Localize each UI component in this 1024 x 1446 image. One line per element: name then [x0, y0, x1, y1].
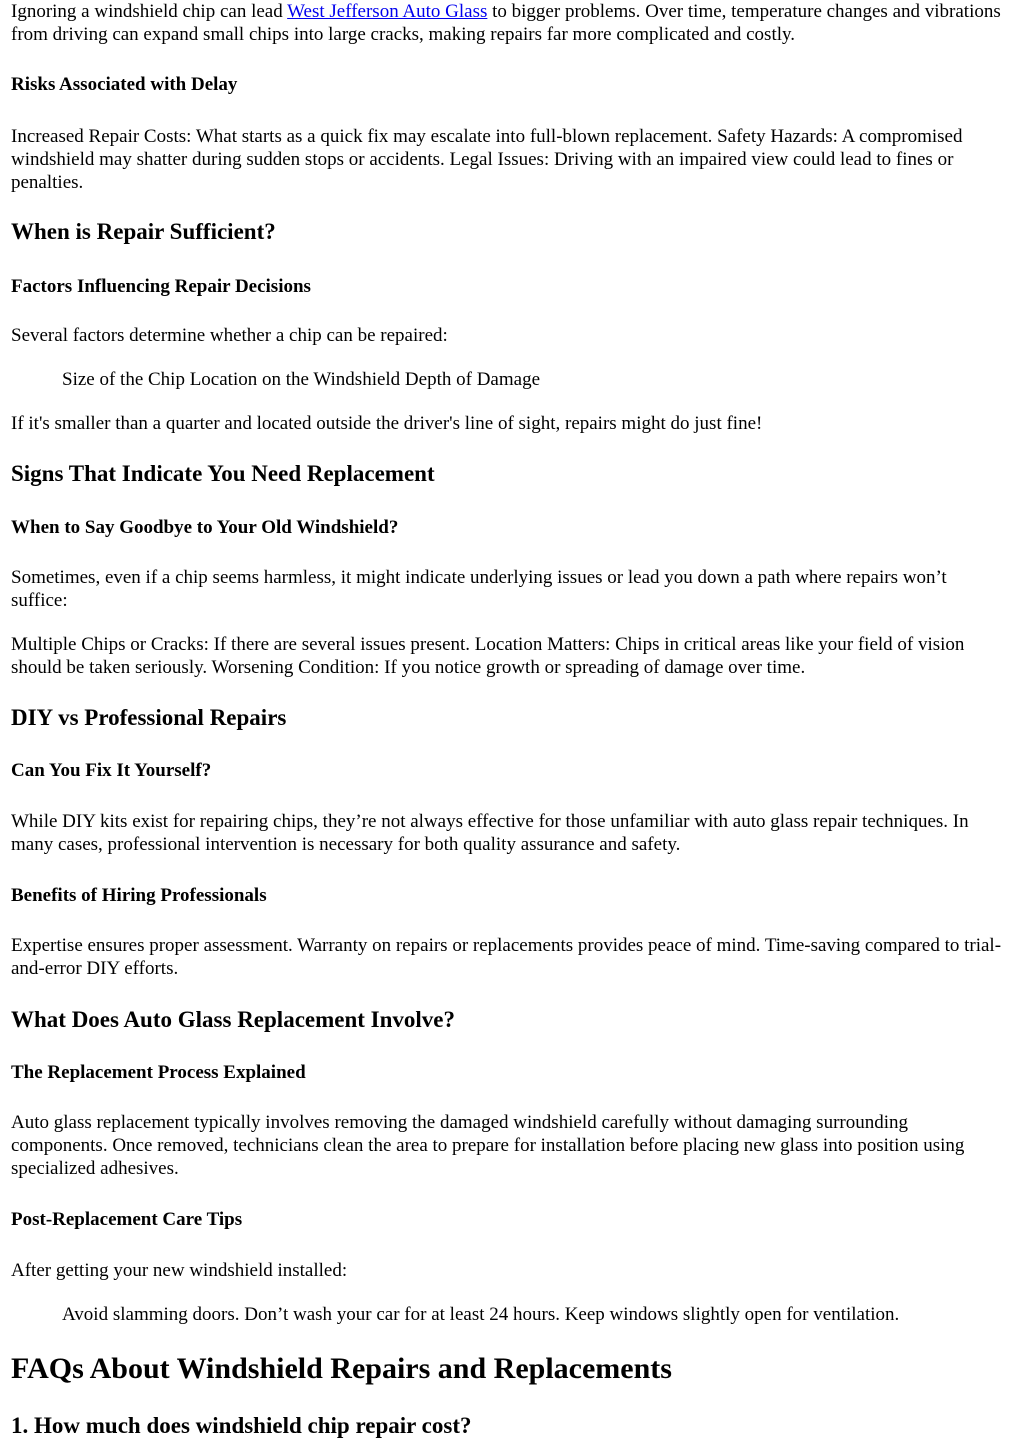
intro-text-before-link: Ignoring a windshield chip can lead — [11, 1, 288, 22]
benefits-heading: Benefits of Hiring Professionals — [11, 885, 267, 906]
factors-note-paragraph: If it's smaller than a quarter and located outside the driver's line of sight, repairs might do just fine! — [11, 413, 763, 434]
care-tips-list: Avoid slamming doors. Don’t wash your car for at least 24 hours. Keep windows slightly open for ventilation. — [62, 1304, 900, 1325]
replacement-involve-heading: What Does Auto Glass Replacement Involve? — [11, 1007, 456, 1032]
west-jefferson-auto-glass-link[interactable]: West Jefferson Auto Glass — [287, 1, 488, 22]
factors-heading: Factors Influencing Repair Decisions — [11, 276, 311, 297]
risks-heading: Risks Associated with Delay — [11, 74, 238, 95]
repair-sufficient-heading: When is Repair Sufficient? — [11, 219, 276, 244]
diy-vs-professional-heading: DIY vs Professional Repairs — [11, 705, 287, 730]
factors-list: Size of the Chip Location on the Windshield Depth of Damage — [62, 369, 540, 390]
replacement-process-paragraph: Auto glass replacement typically involves removing the damaged windshield carefully without damaging surrounding components. Once removed, technicians clean the area to prepare for installation before placing new glass into position using specialized adhesives. — [11, 1112, 965, 1179]
care-tips-heading: Post-Replacement Care Tips — [11, 1209, 243, 1230]
benefits-paragraph: Expertise ensures proper assessment. Warranty on repairs or replacements provides peace of mind. Time-saving compared to trial-and-error DIY efforts. — [11, 935, 1002, 979]
faq-question-1: 1. How much does windshield chip repair cost? — [11, 1413, 472, 1438]
fix-yourself-paragraph: While DIY kits exist for repairing chips, they’re not always effective for those unfamiliar with auto glass repair techniques. In many cases, professional intervention is necessary for both quality assurance and safety. — [11, 811, 969, 855]
intro-text-after-link: to bigger problems. Over time, temperature changes and vibrations from driving can expand small chips into large cracks, making repairs far more complicated and costly. — [11, 1, 1001, 45]
risks-paragraph: Increased Repair Costs: What starts as a quick fix may escalate into full-blown replacement. Safety Hazards: A compromised windshield may shatter during sudden stops or accidents. Legal Issues: Driving with an impaired view could lead to fines or penalties. — [11, 126, 963, 193]
replacement-signs-heading: Signs That Indicate You Need Replacement — [11, 461, 435, 486]
care-intro-paragraph: After getting your new windshield installed: — [11, 1260, 348, 1281]
fix-yourself-heading: Can You Fix It Yourself? — [11, 760, 212, 781]
factors-intro-paragraph: Several factors determine whether a chip can be repaired: — [11, 325, 448, 346]
intro-paragraph — [11, 0, 1006, 46]
goodbye-paragraph: Sometimes, even if a chip seems harmless, it might indicate underlying issues or lead you down a path where repairs won’t suffice: — [11, 567, 947, 611]
goodbye-heading: When to Say Goodbye to Your Old Windshield? — [11, 517, 399, 538]
signs-paragraph: Multiple Chips or Cracks: If there are several issues present. Location Matters: Chips in critical areas like your field of vision should be taken seriously. Worsening Condition: If you notice growth or spreading of damage over time. — [11, 634, 965, 678]
faq-heading: FAQs About Windshield Repairs and Replacements — [11, 1352, 672, 1385]
replacement-process-heading: The Replacement Process Explained — [11, 1062, 306, 1083]
